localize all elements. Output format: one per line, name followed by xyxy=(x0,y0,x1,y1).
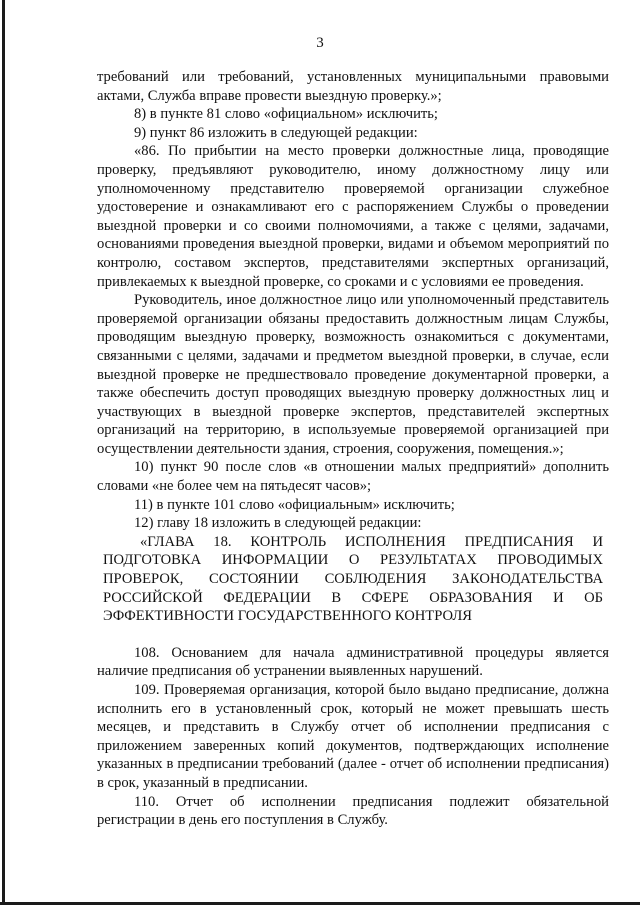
chapter-title: «ГЛАВА 18. КОНТРОЛЬ ИСПОЛНЕНИЯ ПРЕДПИСАНИЯ И ПОДГОТОВКА ИНФОРМАЦИИ О РЕЗУЛЬТАТАХ ПРОВОДИМЫХ ПРОВЕРОК, СОСТОЯНИИ СОБЛЮДЕНИЯ ЗАКОНОДАТЕЛЬСТВА РОССИЙСКОЙ ФЕДЕРАЦИИ В СФЕРЕ ОБРАЗОВАНИЯ И ОБ ЭФФЕКТИВНОСТИ ГОСУДАРСТВЕННОГО КОНТРОЛЯ xyxy=(103,533,603,625)
paragraph-item-12: 12) главу 18 изложить в следующей редакции: xyxy=(134,515,422,532)
page-number: 3 xyxy=(316,35,324,51)
paragraph-item-11: 11) в пункте 101 слово «официальным» исключить; xyxy=(134,496,455,513)
paragraph-item-8: 8) в пункте 81 слово «официальном» исключить; xyxy=(134,106,438,123)
paragraph-point-109: 109. Проверяемая организация, которой было выдано предписание, должна исполнить его в установленный срок, который не может превышать шесть месяцев, и представить в Службу отчет об исполнении предписания с приложением заверенных копий документов, подтверждающих исполнение указанных в предписании требований (далее - отчет об исполнении предписания) в срок, указанный в предписании. xyxy=(97,682,609,791)
paragraph-point-108: 108. Основанием для начала административной процедуры является наличие предписания об устранении выявленных нарушений. xyxy=(97,644,609,680)
paragraph-point-86: «86. По прибытии на место проверки должностные лица, проводящие проверку, предъявляют руководителю, иному должностному лицу или уполномоченному представителю проверяемой организации служебное удостоверение и ознакамливают его с распоряжением Службы о проведении выездной проверки и со своими полномочиями, а также с целями, задачами, основаниями проведения выездной проверки, видами и объемом мероприятий по контролю, составом экспертов, представителями экспертных организаций, привлекаемых к выездной проверке, со сроками и с условиями ее проведения. xyxy=(97,143,609,290)
paragraph-continuation: требований или требований, установленных муниципальными правовыми актами, Служба вправе провести выездную проверку.»; xyxy=(97,69,609,104)
document-body xyxy=(97,68,609,830)
paragraph-point-110: 110. Отчет об исполнении предписания подлежит обязательной регистрации в день его поступления в Службу. xyxy=(97,793,609,829)
paragraph-point-86-cont: Руководитель, иное должностное лицо или уполномоченный представитель проверяемой организации обязаны предоставить должностным лицам Службы, проводящим выездную проверку, возможность ознакомиться с документами, связанными с целями, задачами и предметом выездной проверки, в случае, если выездной проверке не предшествовало проведение документарной проверки, а также обеспечить доступ проводящих выездную проверку должностных лиц и участвующих в выездной проверке экспертов, представителей экспертных организаций на территорию, в используемые проверяемой организацией при осуществлении деятельности здания, строения, сооружения, помещения.»; xyxy=(97,292,609,457)
spacer xyxy=(97,626,609,644)
paragraph-item-10: 10) пункт 90 после слов «в отношении малых предприятий» дополнить словами «не более чем на пятьдесят часов»; xyxy=(97,459,609,495)
paragraph-item-9: 9) пункт 86 изложить в следующей редакции: xyxy=(134,124,418,141)
scan-left-edge xyxy=(2,0,5,905)
